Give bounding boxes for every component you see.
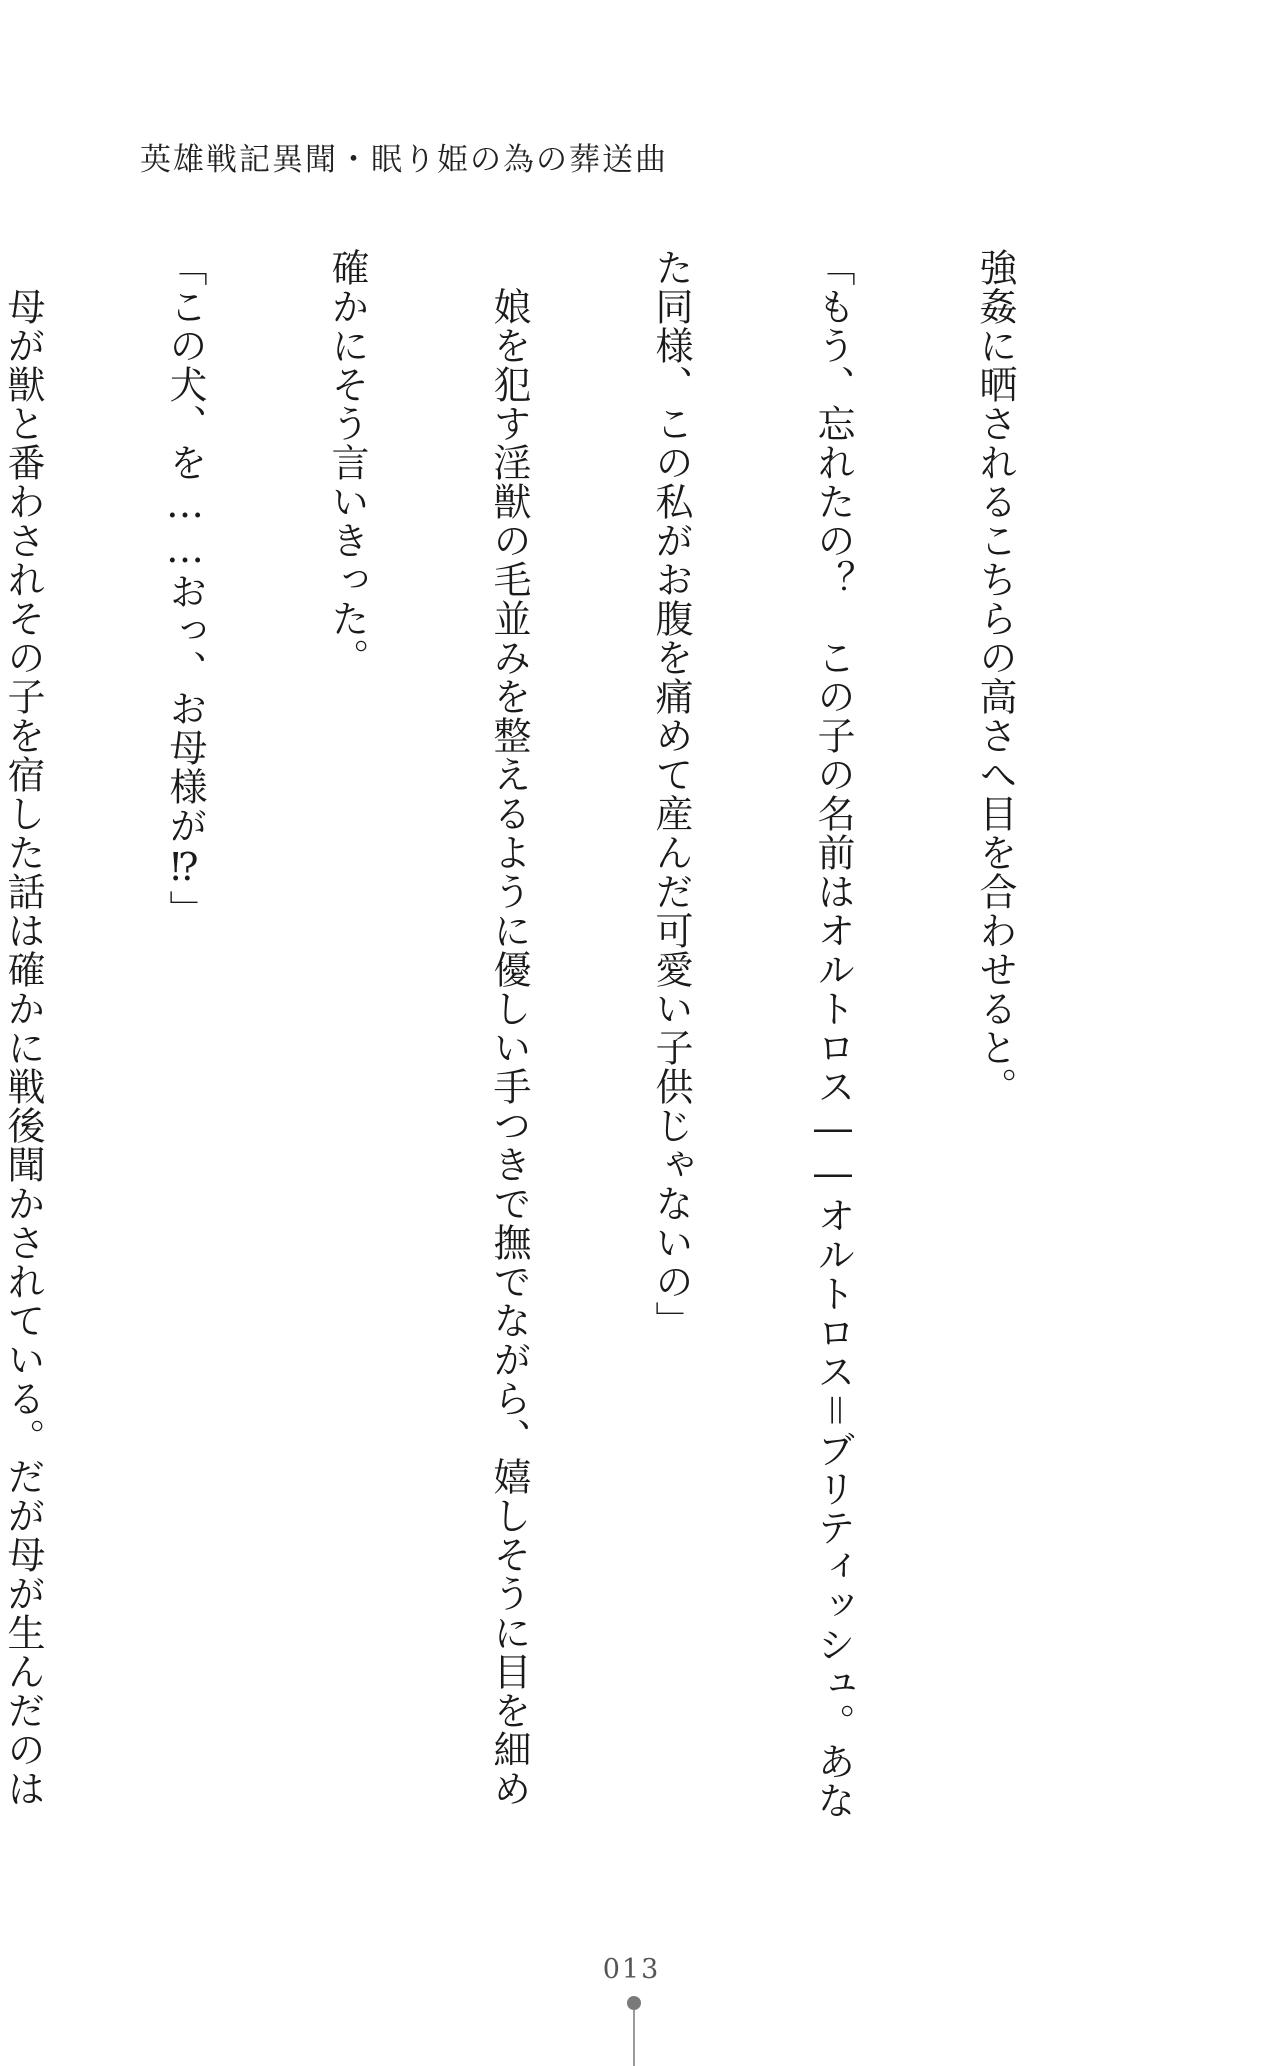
body-line: 強姦に晒されるこちらの高さへ目を合わせると。 <box>973 248 1017 1106</box>
body-line: 確かにそう言いきった。 <box>325 248 369 677</box>
body-text <box>1 248 1130 1820</box>
body-line: た同様、この私がお腹を痛めて産んだ可愛い子供じゃないの」 <box>649 248 693 1340</box>
running-header: 英雄戦記異聞・眠り姫の為の葬送曲 <box>140 142 668 178</box>
page-marker-dot <box>627 1996 641 2010</box>
body-line: 「この犬、を……おっ、お母様が⁉」 <box>163 248 207 929</box>
page-marker-line <box>633 2010 635 2066</box>
body-line: 母が獣と番わされその子を宿した話は確かに戦後聞かされている。だが母が生んだのは <box>1 248 45 1808</box>
body-line: 「もう、忘れたの？ この子の名前はオルトロス――オルトロス＝ブリティッシュ。あな <box>811 248 855 1820</box>
body-line: 娘を犯す淫獣の毛並みを整えるように優しい手つきで撫でながら、嬉しそうに目を細め <box>487 248 531 1808</box>
page-number: 013 <box>602 1954 661 1985</box>
